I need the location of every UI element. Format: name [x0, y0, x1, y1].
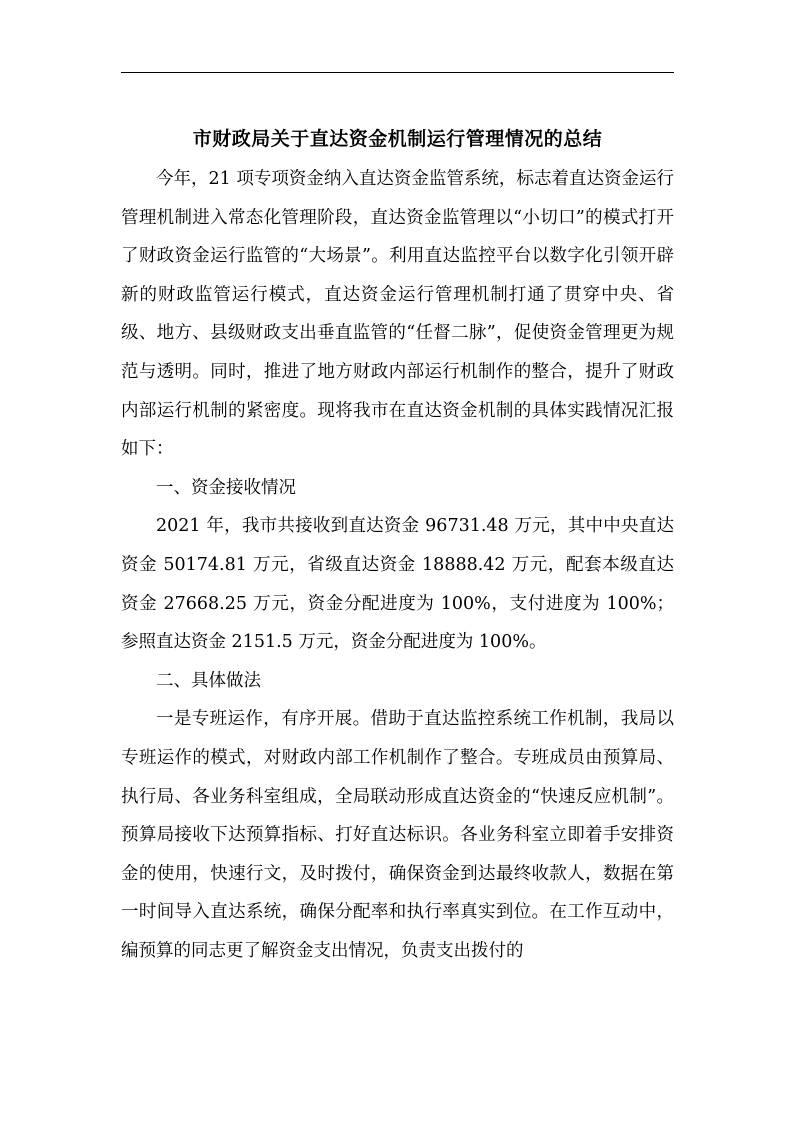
section-heading-practices: 二、具体做法: [156, 670, 261, 691]
practices-paragraph: 一是专班运作，有序开展。借助于直达监控系统工作机制，我局以专班运作的模式，对财政内部工作机制作了整合。专班成员由预算局、执行局、各业务科室组成，全局联动形成直达资金的“快速反应机制”。预算局接收下达预算指标、打好直达标识。各业务科室立即着手安排资金的使用，快速行文，及时拨付，确保资金到达最终收款人，数据在第一时间导入直达系统，确保分配率和执行率真实到位。在工作互动中，编预算的同志更了解资金支出情况，负责支出拨付的: [121, 709, 674, 961]
document-body: [121, 160, 674, 970]
document-title: 市财政局关于直达资金机制运行管理情况的总结: [192, 128, 603, 150]
fund-receipt-paragraph: 2021 年，我市共接收到直达资金 96731.48 万元，其中中央直达资金 50174.81 万元，省级直达资金 18888.42 万元，配套本级直达资金 27668.25 万元，资金分配进度为 100%，支付进度为 100%；参照直达资金 2151.5 万元，资金分配进度为 100%。: [121, 516, 674, 653]
intro-paragraph: 今年，21 项专项资金纳入直达资金监管系统，标志着直达资金运行管理机制进入常态化管理阶段，直达资金监管理以“小切口”的模式打开了财政资金运行监管的“大场景”。利用直达监控平台以数字化引领开辟新的财政监管运行模式，直达资金运行管理机制打通了贯穿中央、省级、地方、县级财政支出垂直监管的“任督二脉”，促使资金管理更为规范与透明。同时，推进了地方财政内部运行机制作的整合，提升了财政内部运行机制的紧密度。现将我市在直达资金机制的具体实践情况汇报如下：: [121, 169, 674, 460]
header-rule: [121, 72, 674, 73]
section-heading-fund-receipt: 一、资金接收情况: [156, 477, 296, 498]
